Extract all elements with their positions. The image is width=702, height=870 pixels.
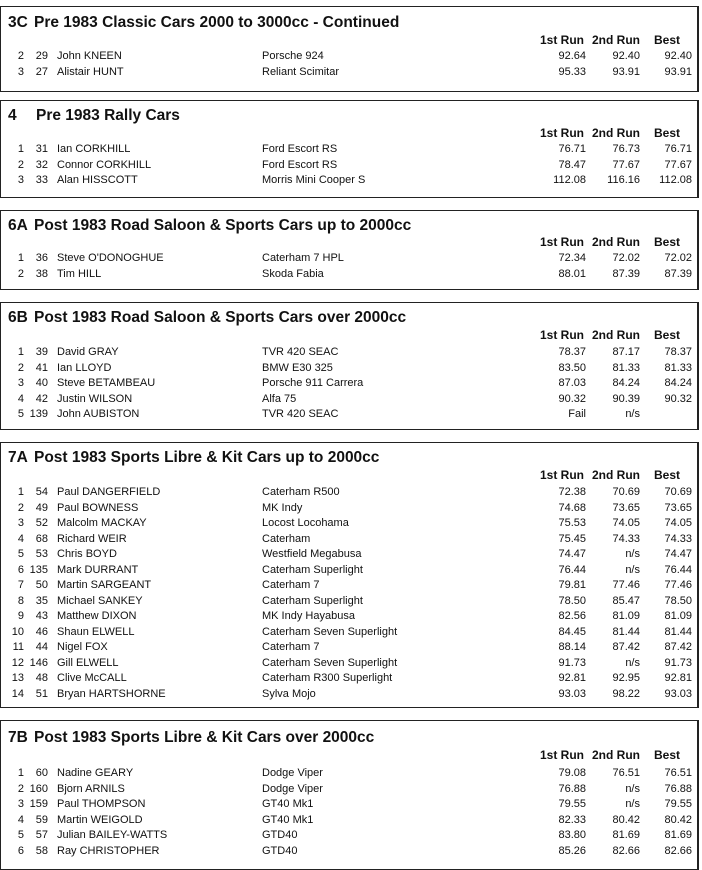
position: 3 — [17, 377, 24, 389]
driver-name: Nadine GEARY — [57, 767, 134, 779]
position: 2 — [17, 267, 24, 280]
run2-time: 74.33 — [612, 532, 640, 545]
car-number: 43 — [35, 610, 48, 622]
result-row — [0, 159, 700, 174]
run1-time: 72.34 — [558, 252, 586, 264]
result-row — [0, 564, 700, 579]
run1-header: 1st Run — [540, 748, 585, 762]
run1-time: 87.03 — [558, 377, 586, 389]
best-time: 74.47 — [664, 548, 692, 560]
car-model: Porsche 911 Carrera — [262, 377, 364, 389]
position: 5 — [17, 408, 24, 420]
driver-name: John AUBISTON — [57, 408, 140, 420]
driver-name: Matthew DIXON — [57, 610, 137, 622]
car-model: Caterham — [262, 532, 311, 545]
car-model: GT40 Mk1 — [262, 798, 314, 810]
run1-time: 78.50 — [558, 594, 586, 607]
car-number: 139 — [29, 408, 48, 420]
best-time: 78.37 — [664, 346, 692, 358]
run1-time: 76.71 — [558, 143, 586, 155]
result-row — [0, 579, 700, 594]
best-time: 73.65 — [664, 501, 692, 514]
best-time: 78.50 — [664, 594, 692, 607]
run2-time: 85.47 — [612, 594, 640, 607]
run2-time: n/s — [625, 782, 640, 795]
run2-time: 81.33 — [612, 361, 640, 374]
best-time: 84.24 — [664, 377, 692, 389]
run2-time: 81.69 — [612, 829, 640, 841]
driver-name: Chris BOYD — [57, 548, 117, 560]
position: 11 — [12, 641, 24, 653]
result-row — [0, 377, 700, 392]
best-time: 74.05 — [664, 517, 692, 529]
class-name: Post 1983 Road Saloon & Sports Cars over 2000cc — [34, 309, 407, 326]
class-code: 7A — [8, 449, 28, 466]
best-header: Best — [654, 748, 681, 762]
car-number: 36 — [35, 252, 48, 264]
car-number: 27 — [35, 65, 48, 78]
run1-time: 78.37 — [558, 346, 586, 358]
car-number: 52 — [35, 517, 48, 529]
class-title — [8, 449, 379, 467]
car-number: 48 — [35, 672, 48, 684]
position: 7 — [17, 579, 24, 591]
result-row — [0, 486, 700, 501]
run2-time: n/s — [625, 548, 640, 560]
best-time: 112.08 — [659, 174, 692, 186]
position: 14 — [11, 687, 24, 700]
run1-time: 74.68 — [558, 501, 586, 514]
position: 1 — [17, 486, 24, 498]
run1-header: 1st Run — [540, 328, 585, 342]
best-time: 87.42 — [664, 641, 692, 653]
car-model: GT40 Mk1 — [262, 813, 314, 826]
car-number: 159 — [29, 798, 48, 810]
driver-name: Julian BAILEY-WATTS — [57, 829, 168, 841]
run2-time: 73.65 — [612, 501, 640, 514]
car-number: 60 — [35, 767, 48, 779]
run2-time: 72.02 — [612, 252, 640, 264]
run1-time: 88.01 — [558, 267, 586, 280]
class-title — [8, 217, 411, 235]
class-title — [8, 107, 180, 125]
driver-name: Alan HISSCOTT — [57, 174, 138, 186]
car-model: Porsche 924 — [262, 50, 324, 62]
run1-time: 75.53 — [558, 517, 586, 529]
best-time: 80.42 — [664, 813, 692, 826]
run2-time: n/s — [625, 408, 640, 420]
car-model: Sylva Mojo — [262, 687, 316, 700]
result-row — [0, 346, 700, 361]
car-number: 57 — [35, 829, 48, 841]
car-model: Caterham Seven Superlight — [262, 625, 398, 638]
run1-time: 93.03 — [558, 687, 586, 700]
best-time: 77.46 — [664, 579, 692, 591]
run1-time: 88.14 — [558, 641, 586, 653]
car-number: 49 — [35, 501, 48, 514]
driver-name: Paul BOWNESS — [57, 501, 139, 514]
car-number: 33 — [35, 174, 48, 186]
run1-time: 92.64 — [558, 50, 586, 62]
car-model: Caterham 7 HPL — [262, 252, 344, 264]
driver-name: Bryan HARTSHORNE — [57, 687, 166, 700]
best-time: 90.32 — [664, 392, 692, 405]
best-time: 76.88 — [664, 782, 692, 795]
driver-name: Mark DURRANT — [57, 563, 139, 576]
run2-time: 90.39 — [612, 392, 640, 405]
car-model: Ford Escort RS — [262, 158, 338, 171]
best-time: 77.67 — [664, 158, 692, 171]
car-model: Westfield Megabusa — [262, 548, 362, 560]
driver-name: Richard WEIR — [57, 532, 127, 545]
run2-time: 87.17 — [612, 346, 640, 358]
position: 5 — [17, 829, 24, 841]
result-row — [0, 641, 700, 656]
result-row — [0, 268, 700, 283]
car-number: 51 — [35, 687, 48, 700]
car-model: Reliant Scimitar — [262, 65, 340, 78]
driver-name: Martin SARGEANT — [57, 579, 152, 591]
driver-name: Alistair HUNT — [57, 65, 124, 78]
result-row — [0, 626, 700, 641]
best-time: 92.40 — [664, 50, 692, 62]
driver-name: Steve BETAMBEAU — [57, 377, 156, 389]
run2-time: 76.73 — [612, 143, 640, 155]
position: 4 — [17, 813, 24, 826]
position: 2 — [17, 361, 24, 374]
result-row — [0, 502, 700, 517]
position: 12 — [11, 656, 24, 669]
position: 9 — [17, 610, 24, 622]
class-code: 6A — [8, 217, 28, 234]
result-row — [0, 829, 700, 844]
driver-name: Clive McCALL — [57, 672, 127, 684]
result-row — [0, 595, 700, 610]
run1-time: 79.08 — [558, 767, 586, 779]
run1-time: 74.47 — [558, 548, 586, 560]
run1-time: 75.45 — [558, 532, 586, 545]
result-row — [0, 688, 700, 703]
position: 8 — [17, 594, 24, 607]
class-code: 7B — [8, 729, 28, 746]
best-header: Best — [654, 328, 681, 342]
car-number: 31 — [35, 143, 48, 155]
best-time: 91.73 — [664, 656, 692, 669]
run1-time: 95.33 — [558, 65, 586, 78]
result-row — [0, 672, 700, 687]
driver-name: Tim HILL — [57, 267, 102, 280]
run2-time: 82.66 — [612, 844, 640, 857]
run2-time: 77.46 — [612, 579, 640, 591]
driver-name: Gill ELWELL — [57, 656, 119, 669]
class-title — [8, 729, 374, 747]
result-row — [0, 408, 700, 423]
driver-name: Shaun ELWELL — [57, 625, 135, 638]
run2-time: n/s — [625, 798, 640, 810]
position: 3 — [17, 174, 24, 186]
best-time: 79.55 — [664, 798, 692, 810]
car-number: 32 — [35, 158, 48, 171]
best-time: 81.69 — [664, 829, 692, 841]
car-number: 35 — [35, 594, 48, 607]
car-number: 54 — [35, 486, 48, 498]
run1-time: 72.38 — [558, 486, 586, 498]
car-model: MK Indy — [262, 501, 303, 514]
driver-name: Martin WEIGOLD — [57, 813, 143, 826]
class-name: Pre 1983 Rally Cars — [36, 107, 180, 124]
driver-name: Ian LLOYD — [57, 361, 112, 374]
run1-time: 83.80 — [558, 829, 586, 841]
car-model: Caterham 7 — [262, 579, 320, 591]
class-name: Post 1983 Sports Libre & Kit Cars over 2000cc — [34, 729, 375, 746]
car-number: 29 — [35, 50, 48, 62]
best-time: 76.71 — [664, 143, 692, 155]
run2-header: 2nd Run — [592, 235, 640, 249]
driver-name: David GRAY — [57, 346, 119, 358]
run2-time: 74.05 — [612, 517, 640, 529]
car-model: Alfa 75 — [262, 392, 297, 405]
result-row — [0, 845, 700, 860]
run1-time: 79.55 — [558, 798, 586, 810]
run1-time: 76.44 — [558, 563, 586, 576]
run2-header: 2nd Run — [592, 328, 640, 342]
run2-time: n/s — [625, 563, 640, 576]
position: 1 — [17, 143, 24, 155]
car-model: GTD40 — [262, 829, 298, 841]
run2-time: 81.44 — [612, 625, 640, 638]
run2-time: 80.42 — [612, 813, 640, 826]
result-row — [0, 362, 700, 377]
run2-time: 116.16 — [607, 174, 640, 186]
class-name: Post 1983 Road Saloon & Sports Cars up to 2000cc — [34, 217, 412, 234]
position: 1 — [17, 346, 24, 358]
car-model: Morris Mini Cooper S — [262, 174, 366, 186]
best-header: Best — [654, 235, 681, 249]
position: 5 — [17, 548, 24, 560]
run1-time: 85.26 — [558, 844, 586, 857]
run1-header: 1st Run — [540, 235, 585, 249]
run2-time: 92.95 — [612, 672, 640, 684]
driver-name: Steve O'DONOGHUE — [57, 252, 164, 264]
best-time: 81.44 — [664, 625, 692, 638]
result-row — [0, 610, 700, 625]
result-row — [0, 174, 700, 189]
result-row — [0, 252, 700, 267]
position: 1 — [17, 767, 24, 779]
class-code: 3C — [8, 14, 28, 31]
run1-time: 79.81 — [558, 579, 586, 591]
run2-time: 84.24 — [612, 377, 640, 389]
result-row — [0, 393, 700, 408]
run1-header: 1st Run — [540, 468, 585, 482]
driver-name: Bjorn ARNILS — [57, 782, 125, 795]
car-model: Caterham R500 — [262, 486, 340, 498]
car-model: TVR 420 SEAC — [262, 346, 339, 358]
result-row — [0, 533, 700, 548]
class-title — [8, 14, 399, 32]
best-time: 81.33 — [664, 361, 692, 374]
run2-time: 77.67 — [612, 158, 640, 171]
position: 3 — [17, 517, 24, 529]
run1-time: 90.32 — [558, 392, 586, 405]
position: 4 — [17, 532, 24, 545]
driver-name: Malcolm MACKAY — [57, 517, 147, 529]
run2-header: 2nd Run — [592, 126, 640, 140]
run2-time: 98.22 — [612, 687, 640, 700]
position: 6 — [17, 563, 24, 576]
run2-time: 87.42 — [612, 641, 640, 653]
best-time: 82.66 — [664, 844, 692, 857]
result-row — [0, 798, 700, 813]
car-number: 50 — [35, 579, 48, 591]
run2-time: 93.91 — [612, 65, 640, 78]
car-model: Caterham Superlight — [262, 563, 363, 576]
car-number: 135 — [29, 563, 48, 576]
run2-time: n/s — [625, 656, 640, 669]
position: 3 — [17, 798, 24, 810]
car-number: 58 — [35, 844, 48, 857]
best-time: 74.33 — [664, 532, 692, 545]
result-row — [0, 517, 700, 532]
run1-header: 1st Run — [540, 126, 585, 140]
car-number: 59 — [35, 813, 48, 826]
run1-time: 92.81 — [558, 672, 586, 684]
result-row — [0, 66, 700, 81]
position: 2 — [17, 782, 24, 795]
car-number: 68 — [35, 532, 48, 545]
best-time: 70.69 — [664, 486, 692, 498]
run1-header: 1st Run — [540, 33, 585, 47]
class-code: 4 — [8, 107, 17, 124]
car-model: MK Indy Hayabusa — [262, 610, 355, 622]
position: 2 — [17, 158, 24, 171]
best-header: Best — [654, 126, 681, 140]
run2-time: 92.40 — [612, 50, 640, 62]
car-model: BMW E30 325 — [262, 361, 333, 374]
position: 2 — [17, 501, 24, 514]
position: 10 — [11, 625, 24, 638]
best-header: Best — [654, 33, 681, 47]
run1-time: 83.50 — [558, 361, 586, 374]
position: 13 — [11, 672, 24, 684]
best-time: 92.81 — [664, 672, 692, 684]
car-number: 39 — [35, 346, 48, 358]
car-number: 44 — [35, 641, 48, 653]
driver-name: Michael SANKEY — [57, 594, 143, 607]
car-number: 38 — [35, 267, 48, 280]
run2-header: 2nd Run — [592, 748, 640, 762]
result-row — [0, 143, 700, 158]
best-time: 76.44 — [664, 563, 692, 576]
car-number: 146 — [29, 656, 48, 669]
car-number: 46 — [35, 625, 48, 638]
run1-time: 112.08 — [553, 174, 586, 186]
result-row — [0, 548, 700, 563]
car-number: 41 — [35, 361, 48, 374]
car-model: Caterham Superlight — [262, 594, 363, 607]
car-number: 160 — [29, 782, 48, 795]
best-time: 93.91 — [664, 65, 692, 78]
run1-time: 82.56 — [558, 610, 586, 622]
best-time: 87.39 — [664, 267, 692, 280]
best-time: 93.03 — [664, 687, 692, 700]
driver-name: Nigel FOX — [57, 641, 108, 653]
best-header: Best — [654, 468, 681, 482]
best-time: 81.09 — [664, 610, 692, 622]
car-model: TVR 420 SEAC — [262, 408, 339, 420]
car-model: GTD40 — [262, 844, 298, 857]
best-time: 76.51 — [664, 767, 692, 779]
run1-time: 82.33 — [558, 813, 586, 826]
run2-time: 81.09 — [612, 610, 640, 622]
car-model: Caterham 7 — [262, 641, 320, 653]
position: 3 — [17, 65, 24, 78]
run1-time: Fail — [568, 408, 586, 420]
car-number: 42 — [35, 392, 48, 405]
driver-name: Connor CORKHILL — [57, 158, 152, 171]
run2-header: 2nd Run — [592, 33, 640, 47]
driver-name: Ian CORKHILL — [57, 143, 131, 155]
run2-header: 2nd Run — [592, 468, 640, 482]
driver-name: Paul DANGERFIELD — [57, 486, 161, 498]
position: 2 — [17, 50, 24, 62]
position: 4 — [17, 392, 24, 405]
class-name: Pre 1983 Classic Cars 2000 to 3000cc - Continued — [34, 14, 400, 31]
car-model: Dodge Viper — [262, 767, 323, 779]
result-row — [0, 767, 700, 782]
car-model: Skoda Fabia — [262, 267, 324, 280]
run1-time: 76.88 — [558, 782, 586, 795]
result-row — [0, 783, 700, 798]
run2-time: 70.69 — [612, 486, 640, 498]
car-model: Caterham R300 Superlight — [262, 672, 393, 684]
run1-time: 91.73 — [558, 656, 586, 669]
best-time: 72.02 — [664, 252, 692, 264]
car-model: Caterham Seven Superlight — [262, 656, 398, 669]
car-model: Ford Escort RS — [262, 143, 338, 155]
driver-name: Ray CHRISTOPHER — [57, 844, 160, 857]
car-model: Dodge Viper — [262, 782, 323, 795]
run2-time: 87.39 — [612, 267, 640, 280]
car-number: 40 — [35, 377, 48, 389]
car-model: Locost Locohama — [262, 517, 349, 529]
result-row — [0, 50, 700, 65]
driver-name: Paul THOMPSON — [57, 798, 146, 810]
run1-time: 84.45 — [558, 625, 586, 638]
result-row — [0, 814, 700, 829]
position: 6 — [17, 844, 24, 857]
driver-name: John KNEEN — [57, 50, 122, 62]
car-number: 53 — [35, 548, 48, 560]
driver-name: Justin WILSON — [57, 392, 133, 405]
class-code: 6B — [8, 309, 28, 326]
run1-time: 78.47 — [558, 158, 586, 171]
run2-time: 76.51 — [612, 767, 640, 779]
result-row — [0, 657, 700, 672]
position: 1 — [17, 252, 24, 264]
class-name: Post 1983 Sports Libre & Kit Cars up to 2000cc — [34, 449, 380, 466]
class-title — [8, 309, 406, 327]
